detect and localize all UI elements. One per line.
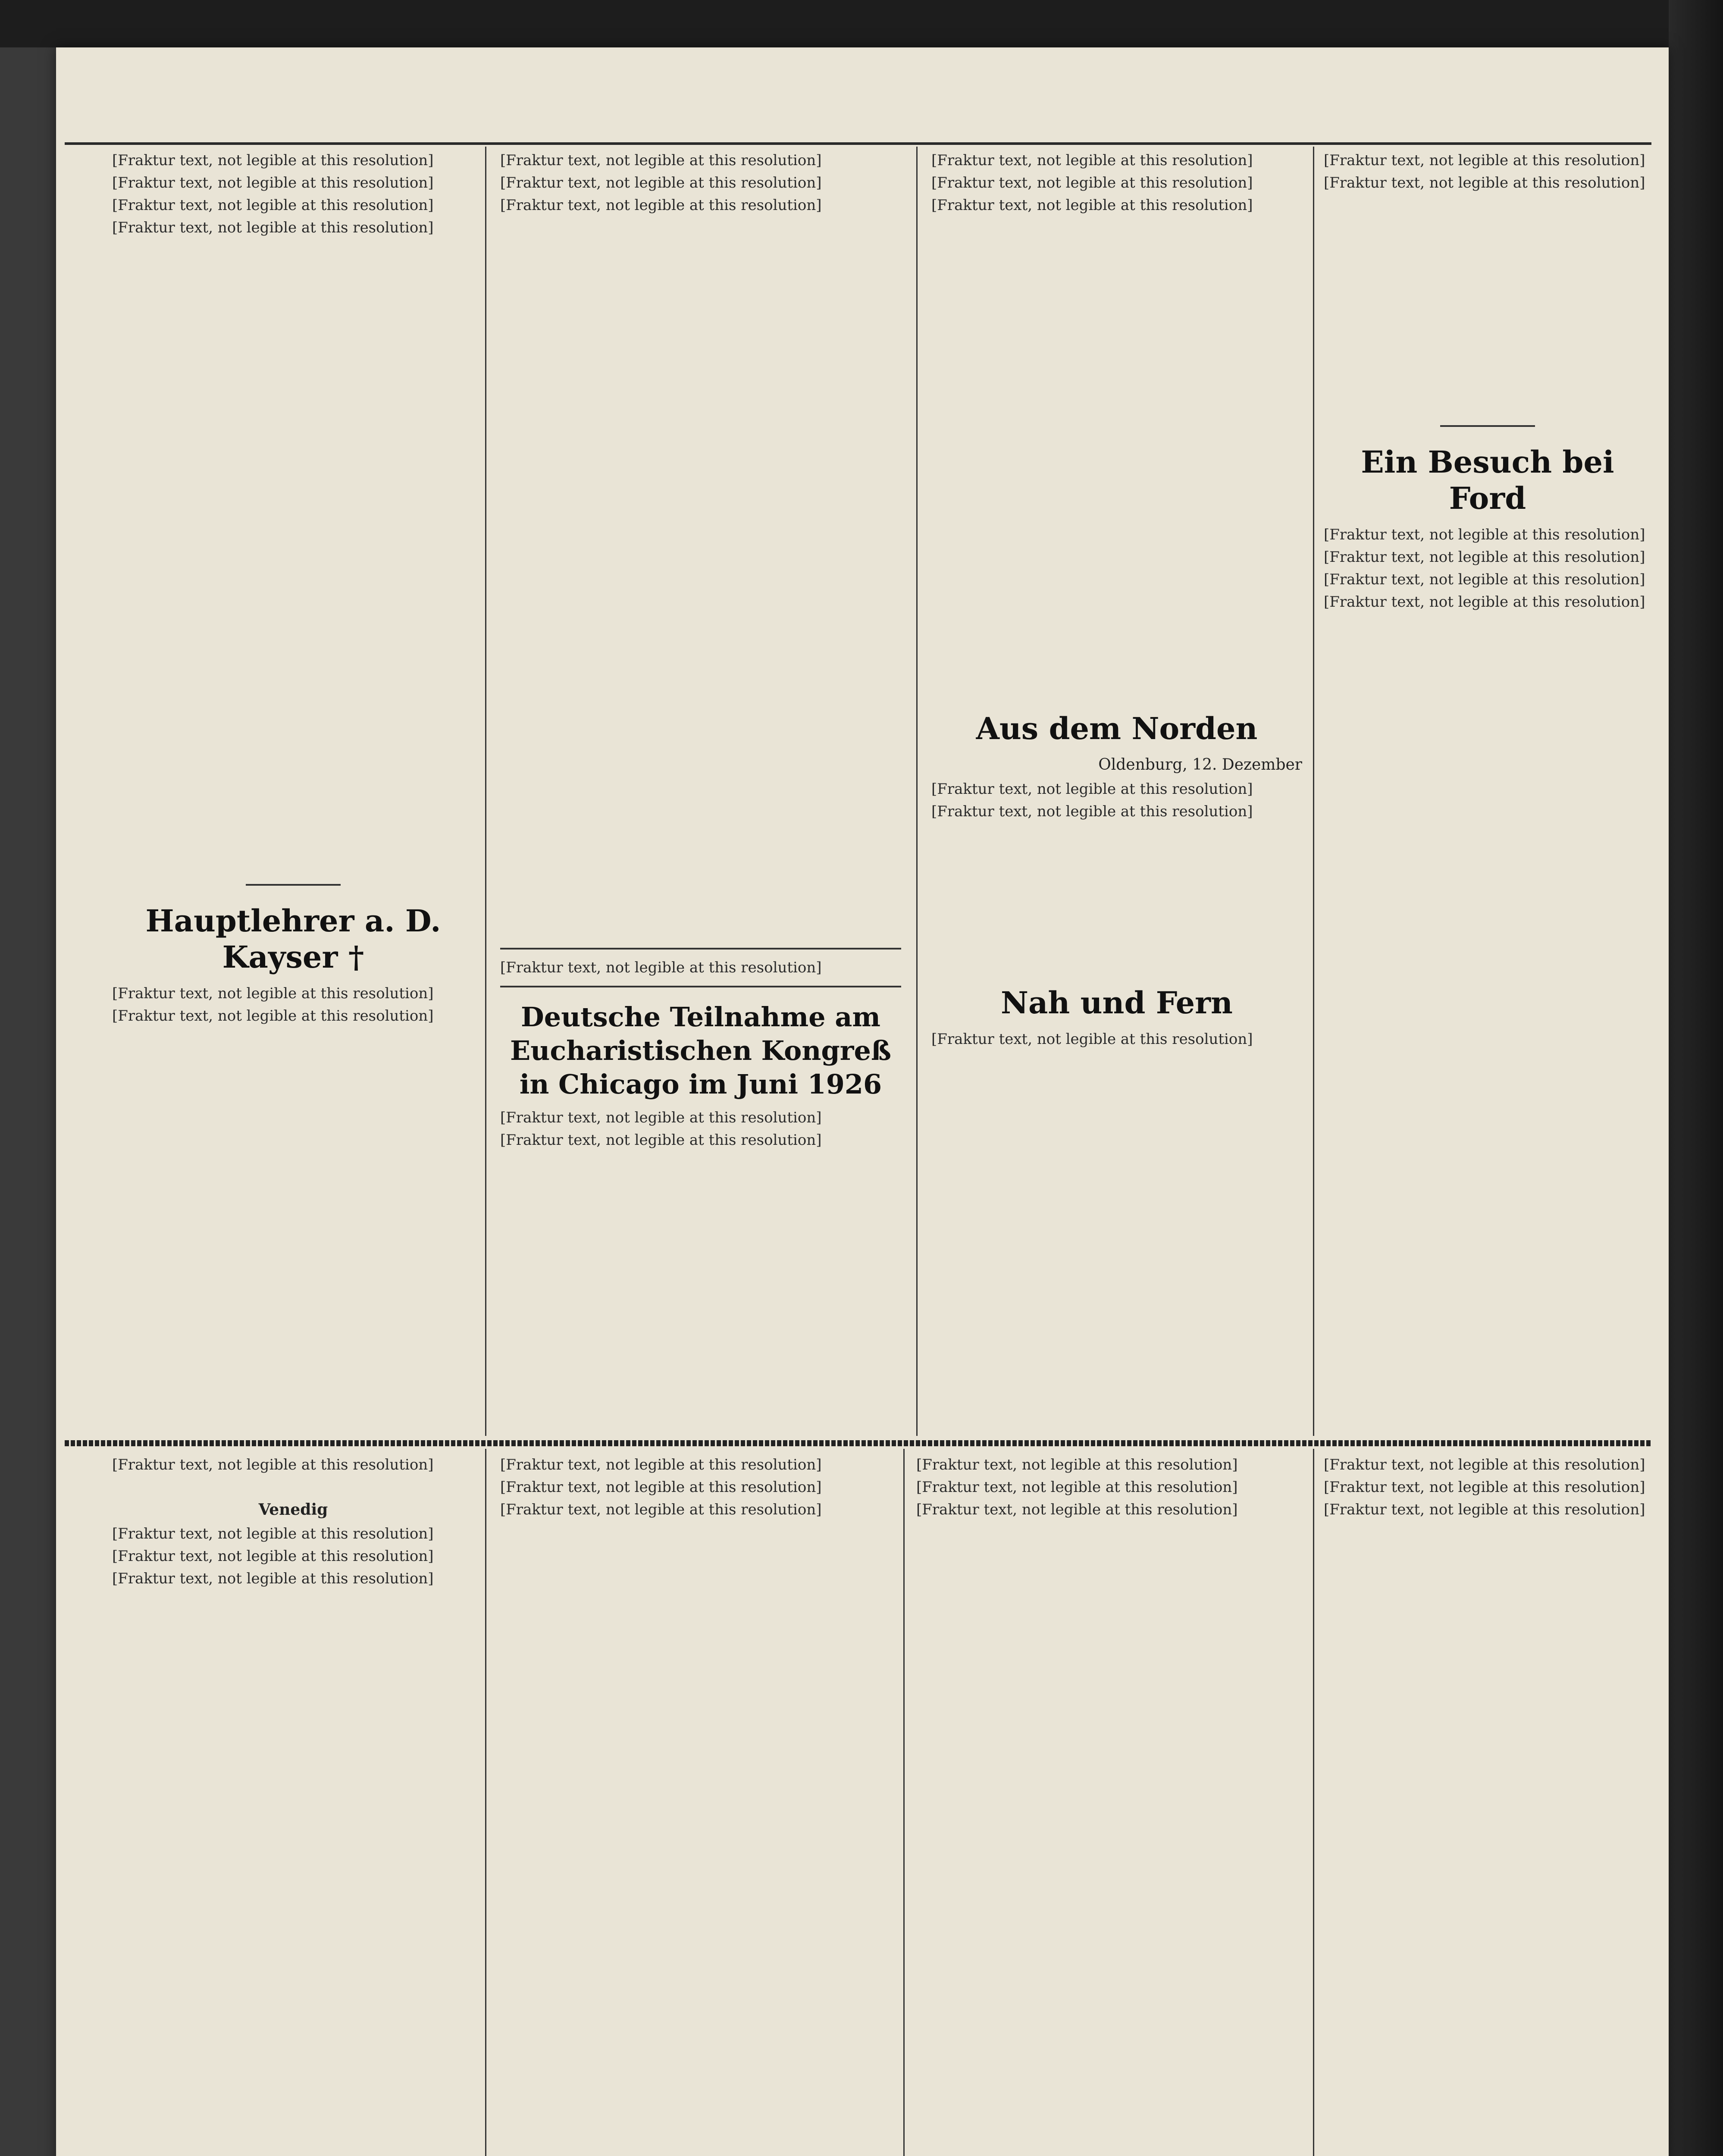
body-text: [Fraktur text, not legible at this resolution]	[1324, 152, 1645, 169]
headline-kayser: Hauptlehrer a. D. Kayser †	[145, 903, 441, 975]
body-text: [Fraktur text, not legible at this resolution]	[112, 1548, 434, 1565]
body-text: [Fraktur text, not legible at this resolution]	[1324, 174, 1645, 191]
column-rule	[1313, 1449, 1314, 2156]
body-text: [Fraktur text, not legible at this resolution]	[112, 1007, 434, 1025]
column-rule	[485, 147, 486, 1436]
body-text: [Fraktur text, not legible at this resolution]	[1324, 593, 1645, 611]
body-text: [Fraktur text, not legible at this resolution]	[931, 174, 1253, 191]
body-text: [Fraktur text, not legible at this resolution]	[931, 197, 1253, 214]
lower-column-3	[916, 1455, 1302, 2156]
body-text: [Fraktur text, not legible at this resolution]	[112, 985, 434, 1002]
article-box-rule	[500, 948, 901, 950]
body-text: [Fraktur text, not legible at this resolution]	[112, 1456, 434, 1473]
body-text: [Fraktur text, not legible at this resolution]	[112, 174, 434, 191]
body-text: [Fraktur text, not legible at this resolution]	[500, 1131, 822, 1149]
upper-column-1	[112, 151, 474, 1436]
body-text: [Fraktur text, not legible at this resolution]	[500, 197, 822, 214]
body-text: [Fraktur text, not legible at this resolution]	[112, 152, 434, 169]
body-text: [Fraktur text, not legible at this resolution]	[500, 1456, 822, 1473]
column-rule	[1313, 147, 1314, 1436]
body-text: [Fraktur text, not legible at this resolution]	[931, 1031, 1253, 1048]
upper-column-2	[500, 151, 901, 1436]
body-text: [Fraktur text, not legible at this resolution]	[500, 1109, 822, 1126]
body-text: [Fraktur text, not legible at this resolution]	[931, 803, 1253, 820]
body-text: [Fraktur text, not legible at this resolution]	[1324, 571, 1645, 588]
section-divider-rule	[65, 1440, 1651, 1446]
column-rule	[485, 1449, 486, 2156]
article-separator	[246, 884, 341, 886]
column-rule	[916, 147, 918, 1436]
top-rule	[65, 142, 1651, 145]
upper-column-4	[1324, 151, 1651, 1436]
dateline-oldenburg: Oldenburg, 12. Dezember	[1098, 756, 1302, 774]
body-text: [Fraktur text, not legible at this resolution]	[1324, 548, 1645, 566]
body-text: [Fraktur text, not legible at this resolution]	[916, 1479, 1238, 1496]
subheading-venedig: Venedig	[258, 1501, 328, 1519]
body-text: [Fraktur text, not legible at this resolution]	[916, 1456, 1238, 1473]
column-rule	[903, 1449, 905, 2156]
body-text: [Fraktur text, not legible at this resolution]	[500, 152, 822, 169]
body-text: [Fraktur text, not legible at this resolution]	[112, 1525, 434, 1542]
body-text: [Fraktur text, not legible at this resolution]	[1324, 1479, 1645, 1496]
lower-column-4	[1324, 1455, 1651, 2156]
body-text: [Fraktur text, not legible at this resolution]	[1324, 1456, 1645, 1473]
body-text: [Fraktur text, not legible at this resolution]	[500, 1501, 822, 1518]
body-text: [Fraktur text, not legible at this resolution]	[112, 1570, 434, 1587]
body-text: [Fraktur text, not legible at this resolution]	[1324, 1501, 1645, 1518]
body-text: [Fraktur text, not legible at this resolution]	[1324, 526, 1645, 543]
body-text: [Fraktur text, not legible at this resolution]	[916, 1501, 1238, 1518]
body-text: [Fraktur text, not legible at this resolution]	[500, 174, 822, 191]
article-box-rule	[500, 986, 901, 987]
scan-right-border	[1669, 0, 1723, 2156]
body-text: [Fraktur text, not legible at this resolution]	[500, 959, 822, 976]
lower-column-1	[112, 1455, 474, 2156]
headline-norden: Aus dem Norden	[976, 711, 1258, 746]
lower-column-2	[500, 1455, 888, 2156]
body-text: [Fraktur text, not legible at this resolution]	[112, 219, 434, 236]
headline-nah-und-fern: Nah und Fern	[1001, 985, 1233, 1021]
headline-chicago: Deutsche Teilnahme am Eucharistischen Kongreß in Chicago im Juni 1926	[510, 1001, 891, 1100]
upper-column-3	[931, 151, 1302, 1436]
article-separator	[1440, 425, 1535, 427]
body-text: [Fraktur text, not legible at this resolution]	[112, 197, 434, 214]
body-text: [Fraktur text, not legible at this resolution]	[931, 152, 1253, 169]
scan-top-border	[0, 0, 1723, 47]
body-text: [Fraktur text, not legible at this resolution]	[931, 780, 1253, 798]
body-text: [Fraktur text, not legible at this resolution]	[500, 1479, 822, 1496]
headline-ford: Ein Besuch bei Ford	[1361, 444, 1614, 516]
